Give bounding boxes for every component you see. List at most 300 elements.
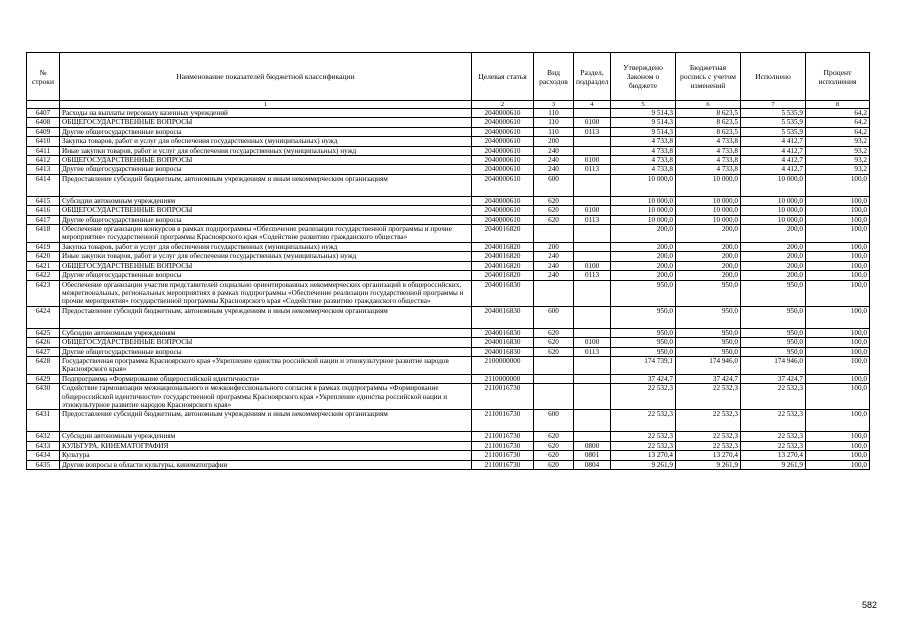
cell-name: Подпрограмма «Формирование общероссийской идентичности» xyxy=(60,374,472,383)
table-row xyxy=(27,156,870,165)
cell-kind: 200 xyxy=(534,242,574,251)
cell-kind: 620 xyxy=(534,328,574,337)
cell-name: Другие общегосударственные вопросы xyxy=(60,271,472,280)
table-row xyxy=(27,196,870,205)
index-cell: 8 xyxy=(806,101,870,109)
cell-b: 9 261,9 xyxy=(676,460,741,469)
cell-no: 6426 xyxy=(27,338,60,347)
cell-sec: 0804 xyxy=(574,460,611,469)
cell-sec xyxy=(574,225,611,243)
cell-sec: 0113 xyxy=(574,215,611,224)
cell-name: Субсидии автономным учреждениям xyxy=(60,328,472,337)
cell-kind: 600 xyxy=(534,410,574,432)
cell-d: 100,0 xyxy=(806,338,870,347)
cell-c: 200,0 xyxy=(741,261,806,270)
cell-kind: 110 xyxy=(534,127,574,136)
cell-target: 2040000610 xyxy=(472,165,534,174)
cell-kind: 240 xyxy=(534,252,574,261)
cell-sec: 0113 xyxy=(574,165,611,174)
cell-c: 22 532,3 xyxy=(741,441,806,450)
cell-name: Другие вопросы в области культуры, кинематографии xyxy=(60,460,472,469)
cell-b: 950,0 xyxy=(676,306,741,328)
cell-b: 200,0 xyxy=(676,252,741,261)
table-row xyxy=(27,146,870,155)
cell-target: 2040000610 xyxy=(472,206,534,215)
cell-sec: 0100 xyxy=(574,206,611,215)
cell-c: 13 270,4 xyxy=(741,451,806,460)
table-row xyxy=(27,460,870,469)
cell-name: Закупка товаров, работ и услуг для обеспечения государственных (муниципальных) нужд xyxy=(60,242,472,251)
cell-kind: 110 xyxy=(534,118,574,127)
cell-c: 5 535,9 xyxy=(741,127,806,136)
cell-b: 950,0 xyxy=(676,280,741,306)
cell-target: 2040016820 xyxy=(472,252,534,261)
cell-kind: 240 xyxy=(534,165,574,174)
cell-sec: 0100 xyxy=(574,156,611,165)
cell-kind: 620 xyxy=(534,432,574,441)
index-cell: 6 xyxy=(676,101,741,109)
cell-c: 4 412,7 xyxy=(741,146,806,155)
cell-a: 10 000,0 xyxy=(611,215,676,224)
cell-no: 6430 xyxy=(27,384,60,410)
index-cell: 4 xyxy=(574,101,611,109)
cell-a: 9 514,3 xyxy=(611,127,676,136)
cell-target: 2040016830 xyxy=(472,338,534,347)
cell-sec xyxy=(574,432,611,441)
cell-target: 2040000610 xyxy=(472,137,534,146)
cell-a: 4 733,8 xyxy=(611,146,676,155)
cell-kind xyxy=(534,384,574,410)
cell-a: 4 733,8 xyxy=(611,165,676,174)
cell-sec: 0113 xyxy=(574,347,611,356)
cell-b: 22 532,3 xyxy=(676,441,741,450)
cell-name: Расходы на выплаты персоналу казенных учреждений xyxy=(60,109,472,118)
cell-d: 93,2 xyxy=(806,156,870,165)
cell-kind: 620 xyxy=(534,215,574,224)
cell-d: 64,2 xyxy=(806,118,870,127)
table-row xyxy=(27,356,870,374)
header-name: Наименование показателей бюджетной классификации xyxy=(60,53,472,101)
table-row xyxy=(27,127,870,136)
cell-sec xyxy=(574,252,611,261)
header-percent: Процент исполнения xyxy=(806,53,870,101)
cell-d: 100,0 xyxy=(806,242,870,251)
cell-c: 200,0 xyxy=(741,225,806,243)
cell-name: ОБЩЕГОСУДАРСТВЕННЫЕ ВОПРОСЫ xyxy=(60,156,472,165)
cell-a: 950,0 xyxy=(611,306,676,328)
cell-b: 22 532,3 xyxy=(676,410,741,432)
cell-b: 950,0 xyxy=(676,347,741,356)
cell-kind xyxy=(534,225,574,243)
table-row xyxy=(27,206,870,215)
cell-no: 6408 xyxy=(27,118,60,127)
header-approved: Утверждено Законом о бюджете xyxy=(611,53,676,101)
cell-name: Предоставление субсидий бюджетным, автономным учреждениям и иным некоммерческим организациям xyxy=(60,410,472,432)
cell-a: 200,0 xyxy=(611,252,676,261)
table-row xyxy=(27,242,870,251)
cell-no: 6435 xyxy=(27,460,60,469)
cell-c: 4 412,7 xyxy=(741,137,806,146)
index-cell: 7 xyxy=(741,101,806,109)
cell-d: 100,0 xyxy=(806,460,870,469)
cell-no: 6423 xyxy=(27,280,60,306)
cell-name: Другие общегосударственные вопросы xyxy=(60,165,472,174)
cell-no: 6411 xyxy=(27,146,60,155)
cell-target: 2040000610 xyxy=(472,174,534,196)
cell-c: 4 412,7 xyxy=(741,165,806,174)
table-row xyxy=(27,174,870,196)
cell-a: 9 261,9 xyxy=(611,460,676,469)
cell-no: 6431 xyxy=(27,410,60,432)
cell-no: 6419 xyxy=(27,242,60,251)
cell-d: 100,0 xyxy=(806,356,870,374)
header-kind: Вид расходов xyxy=(534,53,574,101)
cell-no: 6410 xyxy=(27,137,60,146)
cell-b: 37 424,7 xyxy=(676,374,741,383)
cell-a: 200,0 xyxy=(611,261,676,270)
table-row xyxy=(27,384,870,410)
header-row-no: № строки xyxy=(27,53,60,101)
cell-kind: 240 xyxy=(534,271,574,280)
cell-a: 950,0 xyxy=(611,338,676,347)
cell-c: 200,0 xyxy=(741,271,806,280)
cell-target: 2110016730 xyxy=(472,410,534,432)
cell-kind: 110 xyxy=(534,109,574,118)
index-cell: 2 xyxy=(472,101,534,109)
cell-target: 2040000610 xyxy=(472,156,534,165)
header-budget: Бюджетная роспись с учетом изменений xyxy=(676,53,741,101)
table-row xyxy=(27,165,870,174)
cell-d: 100,0 xyxy=(806,374,870,383)
cell-no: 6422 xyxy=(27,271,60,280)
cell-target: 2040000610 xyxy=(472,215,534,224)
cell-no: 6421 xyxy=(27,261,60,270)
index-cell: 5 xyxy=(611,101,676,109)
cell-no: 6428 xyxy=(27,356,60,374)
header-target: Целевая статья xyxy=(472,53,534,101)
cell-no: 6433 xyxy=(27,441,60,450)
cell-kind: 620 xyxy=(534,206,574,215)
cell-sec xyxy=(574,410,611,432)
cell-a: 22 532,3 xyxy=(611,384,676,410)
cell-a: 174 739,1 xyxy=(611,356,676,374)
cell-name: Обеспечение организации конкурсов в рамках подпрограммы «Обеспечение реализации государственной программы и прочие мероприятия» государственной программы Красноярского края «Содействие развитию гражданского общества» xyxy=(60,225,472,243)
cell-name: Обеспечение организации участия представителей социально ориентированных некоммерческих организаций в общероссийских, межрегиональных, региональных мероприятиях в рамках подпрограммы «Обеспечение реализации государственной программы и прочие мероприятия» государственной программы Красноярского края «Содействие развитию гражданского общества» xyxy=(60,280,472,306)
cell-b: 950,0 xyxy=(676,338,741,347)
cell-name: Другие общегосударственные вопросы xyxy=(60,127,472,136)
cell-a: 10 000,0 xyxy=(611,196,676,205)
cell-c: 950,0 xyxy=(741,347,806,356)
cell-kind xyxy=(534,374,574,383)
cell-sec xyxy=(574,146,611,155)
cell-no: 6413 xyxy=(27,165,60,174)
cell-target: 2040000610 xyxy=(472,196,534,205)
cell-b: 200,0 xyxy=(676,225,741,243)
cell-d: 93,2 xyxy=(806,165,870,174)
cell-no: 6427 xyxy=(27,347,60,356)
cell-target: 2040000610 xyxy=(472,109,534,118)
cell-sec xyxy=(574,384,611,410)
cell-sec xyxy=(574,306,611,328)
cell-target: 2040016820 xyxy=(472,271,534,280)
cell-name: Другие общегосударственные вопросы xyxy=(60,347,472,356)
index-cell: 1 xyxy=(60,101,472,109)
cell-b: 950,0 xyxy=(676,328,741,337)
cell-c: 22 532,3 xyxy=(741,410,806,432)
cell-sec: 0100 xyxy=(574,118,611,127)
cell-sec: 0100 xyxy=(574,261,611,270)
cell-name: Закупка товаров, работ и услуг для обеспечения государственных (муниципальных) нужд xyxy=(60,137,472,146)
index-cell: 3 xyxy=(534,101,574,109)
cell-sec xyxy=(574,280,611,306)
cell-d: 93,2 xyxy=(806,146,870,155)
cell-sec xyxy=(574,109,611,118)
cell-sec xyxy=(574,374,611,383)
cell-target: 2040016830 xyxy=(472,280,534,306)
cell-target: 2110016730 xyxy=(472,460,534,469)
cell-name: Иные закупки товаров, работ и услуг для обеспечения государственных (муниципальных) нужд xyxy=(60,252,472,261)
cell-b: 8 623,5 xyxy=(676,127,741,136)
cell-no: 6414 xyxy=(27,174,60,196)
cell-a: 950,0 xyxy=(611,280,676,306)
cell-kind: 620 xyxy=(534,460,574,469)
cell-name: Предоставление субсидий бюджетным, автономным учреждениям и иным некоммерческим организациям xyxy=(60,306,472,328)
cell-a: 9 514,3 xyxy=(611,109,676,118)
table-row xyxy=(27,225,870,243)
cell-b: 22 532,3 xyxy=(676,384,741,410)
table-row xyxy=(27,410,870,432)
cell-kind: 200 xyxy=(534,137,574,146)
cell-b: 10 000,0 xyxy=(676,215,741,224)
cell-c: 200,0 xyxy=(741,252,806,261)
table-row xyxy=(27,347,870,356)
cell-name: ОБЩЕГОСУДАРСТВЕННЫЕ ВОПРОСЫ xyxy=(60,338,472,347)
cell-b: 8 623,5 xyxy=(676,118,741,127)
cell-c: 22 532,3 xyxy=(741,432,806,441)
cell-target: 2110016730 xyxy=(472,451,534,460)
index-row xyxy=(27,101,870,109)
cell-a: 22 532,3 xyxy=(611,432,676,441)
cell-b: 10 000,0 xyxy=(676,196,741,205)
cell-a: 200,0 xyxy=(611,225,676,243)
cell-no: 6432 xyxy=(27,432,60,441)
cell-no: 6415 xyxy=(27,196,60,205)
cell-name: Государственная программа Красноярского края «Укрепление единства российской нации и этнокультурное развитие народов Красноярского края» xyxy=(60,356,472,374)
cell-c: 37 424,7 xyxy=(741,374,806,383)
cell-no: 6420 xyxy=(27,252,60,261)
cell-d: 100,0 xyxy=(806,451,870,460)
cell-c: 10 000,0 xyxy=(741,174,806,196)
cell-d: 64,2 xyxy=(806,109,870,118)
cell-no: 6412 xyxy=(27,156,60,165)
cell-kind: 240 xyxy=(534,156,574,165)
cell-d: 100,0 xyxy=(806,196,870,205)
cell-c: 950,0 xyxy=(741,306,806,328)
cell-a: 10 000,0 xyxy=(611,206,676,215)
cell-c: 950,0 xyxy=(741,328,806,337)
cell-target: 2040000610 xyxy=(472,127,534,136)
cell-b: 13 270,4 xyxy=(676,451,741,460)
cell-d: 100,0 xyxy=(806,271,870,280)
cell-sec: 0100 xyxy=(574,338,611,347)
table-row xyxy=(27,451,870,460)
cell-b: 4 733,8 xyxy=(676,137,741,146)
cell-b: 10 000,0 xyxy=(676,174,741,196)
cell-kind: 620 xyxy=(534,338,574,347)
cell-c: 10 000,0 xyxy=(741,215,806,224)
cell-name: Иные закупки товаров, работ и услуг для обеспечения государственных (муниципальных) нужд xyxy=(60,146,472,155)
cell-kind xyxy=(534,280,574,306)
cell-target: 2110000000 xyxy=(472,374,534,383)
cell-name: Другие общегосударственные вопросы xyxy=(60,215,472,224)
cell-kind: 240 xyxy=(534,146,574,155)
cell-sec: 0113 xyxy=(574,127,611,136)
cell-sec: 0113 xyxy=(574,271,611,280)
cell-kind xyxy=(534,356,574,374)
table-row xyxy=(27,252,870,261)
cell-no: 6425 xyxy=(27,328,60,337)
cell-d: 100,0 xyxy=(806,328,870,337)
cell-sec xyxy=(574,328,611,337)
cell-a: 10 000,0 xyxy=(611,174,676,196)
cell-target: 2100000000 xyxy=(472,356,534,374)
cell-b: 200,0 xyxy=(676,261,741,270)
cell-a: 4 733,8 xyxy=(611,156,676,165)
cell-target: 2040016830 xyxy=(472,306,534,328)
cell-target: 2110016730 xyxy=(472,432,534,441)
cell-d: 100,0 xyxy=(806,261,870,270)
page-number: 582 xyxy=(861,600,877,610)
cell-a: 22 532,3 xyxy=(611,441,676,450)
table-row xyxy=(27,271,870,280)
table-row xyxy=(27,280,870,306)
cell-sec xyxy=(574,196,611,205)
cell-d: 100,0 xyxy=(806,252,870,261)
cell-d: 100,0 xyxy=(806,215,870,224)
cell-b: 200,0 xyxy=(676,271,741,280)
cell-name: Культура xyxy=(60,451,472,460)
cell-target: 2040016820 xyxy=(472,225,534,243)
index-cell xyxy=(27,101,60,109)
cell-kind: 620 xyxy=(534,347,574,356)
cell-name: Предоставление субсидий бюджетным, автономным учреждениям и иным некоммерческим организациям xyxy=(60,174,472,196)
cell-d: 100,0 xyxy=(806,280,870,306)
cell-c: 950,0 xyxy=(741,280,806,306)
cell-c: 5 535,9 xyxy=(741,109,806,118)
cell-kind: 620 xyxy=(534,451,574,460)
cell-name: КУЛЬТУРА, КИНЕМАТОГРАФИЯ xyxy=(60,441,472,450)
cell-b: 4 733,8 xyxy=(676,165,741,174)
cell-c: 9 261,9 xyxy=(741,460,806,469)
table-row xyxy=(27,374,870,383)
cell-target: 2040016820 xyxy=(472,242,534,251)
table-row xyxy=(27,328,870,337)
cell-sec xyxy=(574,242,611,251)
cell-no: 6418 xyxy=(27,225,60,243)
cell-b: 8 623,5 xyxy=(676,109,741,118)
budget-table-page xyxy=(26,52,869,470)
cell-d: 100,0 xyxy=(806,306,870,328)
header-row xyxy=(27,53,870,101)
cell-kind: 620 xyxy=(534,196,574,205)
cell-kind: 600 xyxy=(534,174,574,196)
cell-c: 5 535,9 xyxy=(741,118,806,127)
cell-c: 200,0 xyxy=(741,242,806,251)
cell-sec: 0801 xyxy=(574,451,611,460)
cell-b: 174 946,0 xyxy=(676,356,741,374)
cell-target: 2040016830 xyxy=(472,347,534,356)
cell-c: 4 412,7 xyxy=(741,156,806,165)
cell-name: Субсидии автономным учреждениям xyxy=(60,432,472,441)
cell-c: 10 000,0 xyxy=(741,206,806,215)
cell-b: 4 733,8 xyxy=(676,146,741,155)
cell-kind: 600 xyxy=(534,306,574,328)
cell-no: 6424 xyxy=(27,306,60,328)
cell-kind: 240 xyxy=(534,261,574,270)
table-row xyxy=(27,441,870,450)
cell-b: 4 733,8 xyxy=(676,156,741,165)
cell-d: 93,2 xyxy=(806,137,870,146)
cell-c: 10 000,0 xyxy=(741,196,806,205)
header-executed: Исполнено xyxy=(741,53,806,101)
cell-a: 4 733,8 xyxy=(611,137,676,146)
cell-d: 100,0 xyxy=(806,174,870,196)
table-row xyxy=(27,215,870,224)
table-row xyxy=(27,261,870,270)
cell-a: 200,0 xyxy=(611,271,676,280)
cell-target: 2110016730 xyxy=(472,441,534,450)
cell-d: 100,0 xyxy=(806,432,870,441)
table-body xyxy=(27,109,870,470)
table-row xyxy=(27,109,870,118)
cell-name: ОБЩЕГОСУДАРСТВЕННЫЕ ВОПРОСЫ xyxy=(60,118,472,127)
cell-name: Содействие гармонизации межнационального и межконфессионального согласия в рамках подпрограммы «Формирование общероссийской идентичности» государственной программы Красноярского края «Укрепление единства российской нации и этнокультурное развитие народов Красноярского края» xyxy=(60,384,472,410)
cell-no: 6416 xyxy=(27,206,60,215)
cell-a: 9 514,3 xyxy=(611,118,676,127)
cell-d: 64,2 xyxy=(806,127,870,136)
cell-c: 22 532,3 xyxy=(741,384,806,410)
cell-kind: 620 xyxy=(534,441,574,450)
cell-d: 100,0 xyxy=(806,225,870,243)
cell-a: 13 270,4 xyxy=(611,451,676,460)
header-section: Раздел, подраздел xyxy=(574,53,611,101)
cell-name: ОБЩЕГОСУДАРСТВЕННЫЕ ВОПРОСЫ xyxy=(60,261,472,270)
cell-sec xyxy=(574,137,611,146)
cell-b: 10 000,0 xyxy=(676,206,741,215)
cell-d: 100,0 xyxy=(806,347,870,356)
table-row xyxy=(27,118,870,127)
cell-d: 100,0 xyxy=(806,410,870,432)
cell-sec: 0800 xyxy=(574,441,611,450)
cell-a: 950,0 xyxy=(611,328,676,337)
cell-no: 6434 xyxy=(27,451,60,460)
cell-d: 100,0 xyxy=(806,206,870,215)
cell-target: 2040016830 xyxy=(472,328,534,337)
budget-table xyxy=(26,52,870,470)
cell-d: 100,0 xyxy=(806,441,870,450)
table-row xyxy=(27,432,870,441)
table-row xyxy=(27,338,870,347)
cell-target: 2040000610 xyxy=(472,146,534,155)
cell-target: 2040016820 xyxy=(472,261,534,270)
cell-a: 200,0 xyxy=(611,242,676,251)
cell-no: 6417 xyxy=(27,215,60,224)
cell-b: 22 532,3 xyxy=(676,432,741,441)
table-row xyxy=(27,306,870,328)
cell-target: 2110016730 xyxy=(472,384,534,410)
cell-name: ОБЩЕГОСУДАРСТВЕННЫЕ ВОПРОСЫ xyxy=(60,206,472,215)
cell-d: 100,0 xyxy=(806,384,870,410)
